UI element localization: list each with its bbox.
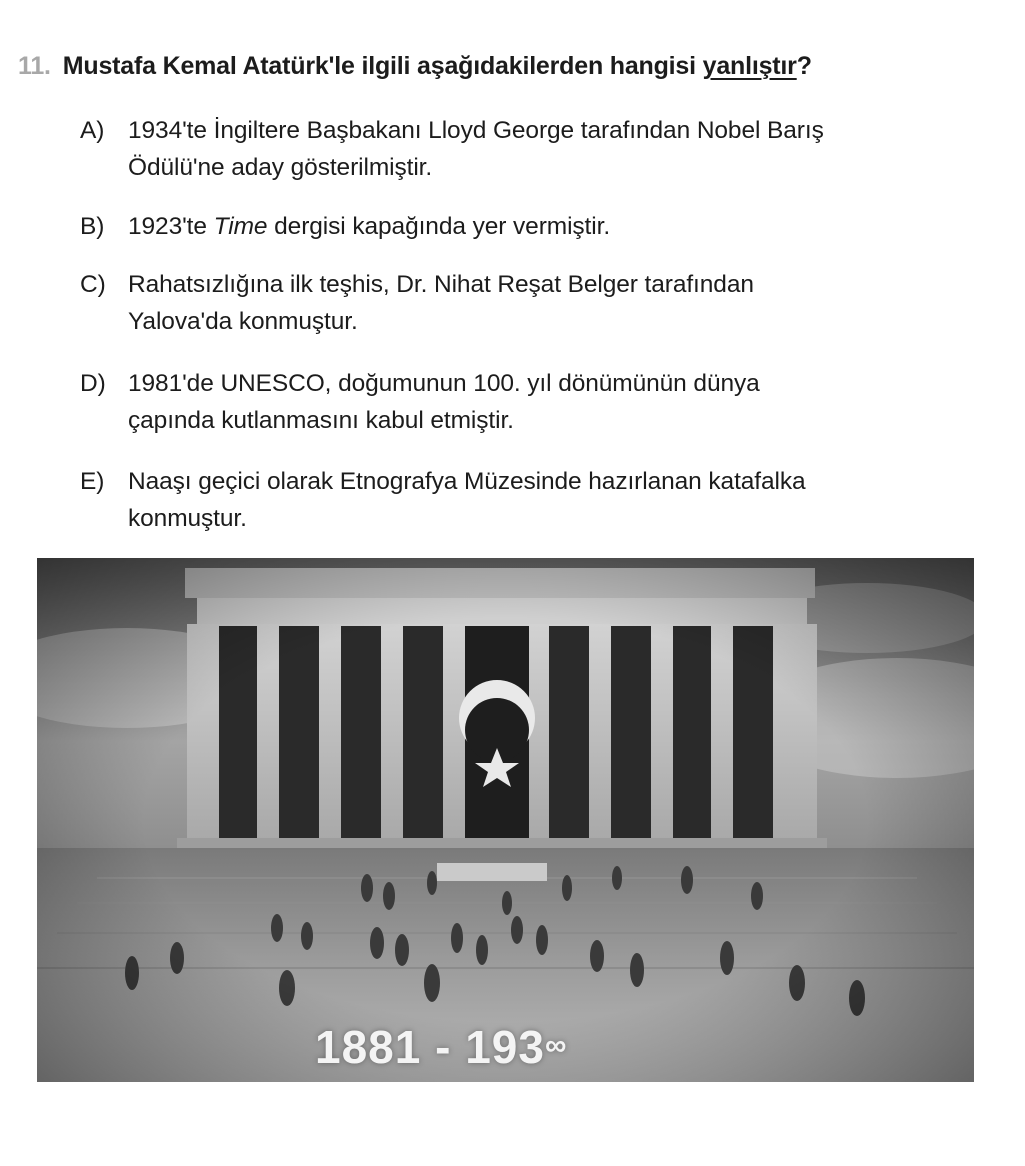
question-number: 11.	[18, 52, 51, 80]
lifespan-years	[315, 1020, 567, 1074]
option-c-text	[128, 266, 988, 340]
option-a-line2: Ödülü'ne aday gösterilmiştir.	[128, 154, 433, 181]
question-stem	[18, 52, 1008, 81]
option-d-letter: D)	[80, 370, 106, 397]
option-c-letter: C)	[80, 271, 106, 298]
option-e-text	[128, 463, 988, 537]
option-e-line2: konmuştur.	[128, 505, 247, 532]
option-b-post: dergisi kapağında yer vermiştir.	[267, 213, 611, 240]
option-c-line1: Rahatsızlığına ilk teşhis, Dr. Nihat Reşat Belger tarafından	[128, 271, 754, 298]
anitkabir-photo	[37, 558, 974, 1082]
option-e-letter: E)	[80, 468, 105, 495]
option-d-line1: 1981'de UNESCO, doğumunun 100. yıl dönümünün dünya	[128, 370, 760, 397]
option-e-line1: Naaşı geçici olarak Etnografya Müzesinde hazırlanan katafalka	[128, 468, 806, 495]
years-text: 1881 - 193	[315, 1021, 545, 1073]
option-d-line2: çapında kutlanmasını kabul etmiştir.	[128, 407, 514, 434]
option-d-text	[128, 365, 988, 439]
option-b-italic: Time	[213, 213, 268, 240]
option-b-letter: B)	[80, 213, 105, 240]
question-mark: ?	[796, 52, 812, 80]
question-text: Mustafa Kemal Atatürk'le ilgili aşağıdakilerden hangisi	[62, 52, 703, 80]
option-c-line2: Yalova'da konmuştur.	[128, 308, 358, 335]
option-b-pre: 1923'te	[128, 213, 214, 240]
option-b-text	[128, 208, 988, 245]
vignette	[37, 558, 974, 1082]
question-emphasis: yanlıştır	[702, 52, 797, 80]
option-a-line1: 1934'te İngiltere Başbakanı Lloyd George tarafından Nobel Barış	[128, 117, 824, 144]
option-a-text	[128, 112, 988, 186]
option-a-letter: A)	[80, 117, 105, 144]
anitkabir-illustration	[37, 558, 974, 1082]
infinity-symbol: ∞	[544, 1029, 568, 1062]
